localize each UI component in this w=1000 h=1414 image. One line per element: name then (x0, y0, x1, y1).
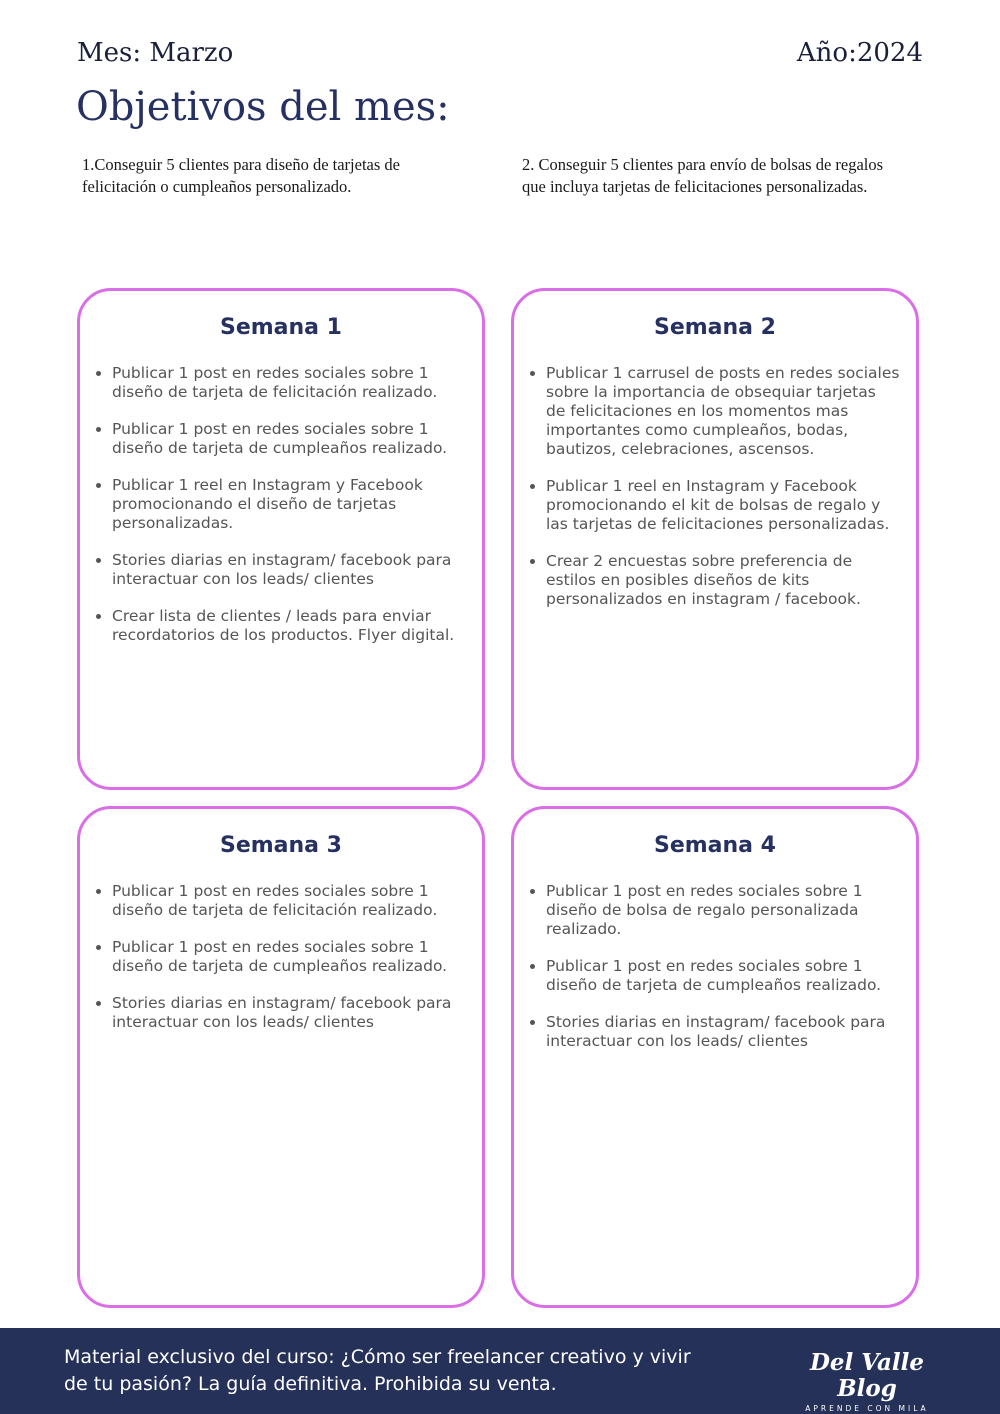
logo-tagline: APRENDE CON MILA (805, 1404, 929, 1413)
list-item: • Crear lista de clientes / leads para enviar recordatorios de los productos. Flyer digital. (112, 607, 466, 645)
week-1-title: Semana 1 (219, 315, 342, 340)
list-item: • Publicar 1 post en redes sociales sobre 1 diseño de bolsa de regalo personalizada realizado. (546, 882, 900, 939)
page-title: Objetivos del mes: (76, 84, 450, 130)
list-item: • Publicar 1 post en redes sociales sobre 1 diseño de tarjeta de felicitación realizado. (112, 364, 466, 402)
footer-banner (0, 1328, 1000, 1414)
week-4-card (511, 806, 919, 1308)
month-label: Mes: Marzo (77, 38, 234, 68)
week-2-card (511, 288, 919, 790)
list-item: • Crear 2 encuestas sobre preferencia de estilos en posibles diseños de kits personalizados en instagram / facebook. (546, 552, 900, 609)
logo-name: Del Valle Blog (809, 1349, 925, 1402)
list-item: • Publicar 1 reel en Instagram y Facebook promocionando el diseño de tarjetas personalizadas. (112, 476, 466, 533)
list-item: • Stories diarias en instagram/ facebook para interactuar con los leads/ clientes (112, 551, 466, 589)
week-4-list (514, 882, 916, 1051)
week-3-card (77, 806, 485, 1308)
list-item: • Publicar 1 post en redes sociales sobre 1 diseño de tarjeta de cumpleaños realizado. (112, 420, 466, 458)
footer-text: Material exclusivo del curso: ¿Cómo ser freelancer creativo y vivir de tu pasión? La guía definitiva. Prohibida su venta. (64, 1346, 691, 1395)
list-item: • Publicar 1 reel en Instagram y Facebook promocionando el kit de bolsas de regalo y las tarjetas de felicitaciones personalizadas. (546, 477, 900, 534)
goal-1: 1.Conseguir 5 clientes para diseño de tarjetas de felicitación o cumpleaños personalizado. (82, 155, 400, 196)
goal-2: 2. Conseguir 5 clientes para envío de bolsas de regalos que incluya tarjetas de felicitaciones personalizadas. (522, 155, 884, 196)
list-item: • Publicar 1 post en redes sociales sobre 1 diseño de tarjeta de felicitación realizado. (112, 882, 466, 920)
list-item: • Stories diarias en instagram/ facebook para interactuar con los leads/ clientes (112, 994, 466, 1032)
week-4-title: Semana 4 (653, 833, 776, 858)
week-3-title: Semana 3 (219, 833, 342, 858)
week-1-card (77, 288, 485, 790)
brand-logo (792, 1350, 942, 1413)
year-label: Año:2024 (796, 38, 923, 68)
list-item: • Publicar 1 post en redes sociales sobre 1 diseño de tarjeta de cumpleaños realizado. (112, 938, 466, 976)
list-item: • Publicar 1 carrusel de posts en redes sociales sobre la importancia de obsequiar tarjetas de felicitaciones en los momentos mas importantes como cumpleaños, bodas, bautizos, celebraciones, ascensos. (546, 364, 900, 459)
list-item: • Stories diarias en instagram/ facebook para interactuar con los leads/ clientes (546, 1013, 900, 1051)
week-2-title: Semana 2 (653, 315, 776, 340)
week-3-list (80, 882, 482, 1032)
list-item: • Publicar 1 post en redes sociales sobre 1 diseño de tarjeta de cumpleaños realizado. (546, 957, 900, 995)
week-1-list (80, 364, 482, 645)
week-2-list (514, 364, 916, 609)
